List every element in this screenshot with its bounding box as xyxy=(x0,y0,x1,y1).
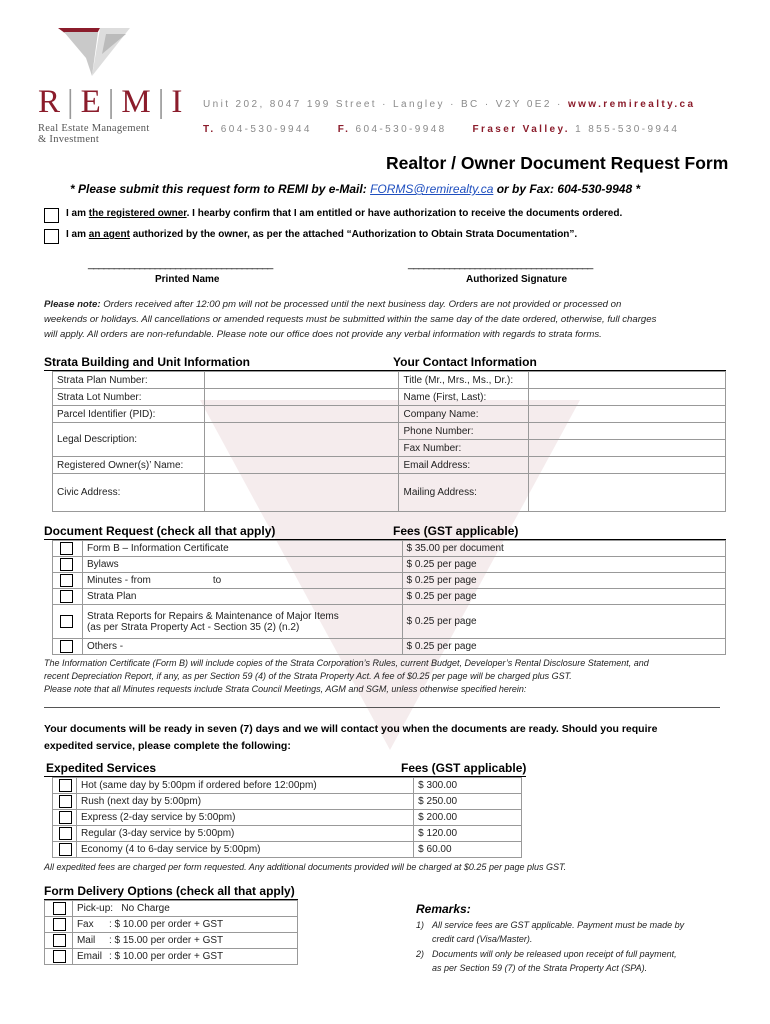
economy-fee: $ 60.00 xyxy=(414,842,522,858)
legal-description-label: Legal Description: xyxy=(53,423,205,457)
minutes-fee: $ 0.25 per page xyxy=(402,573,725,589)
remi-logo-icon xyxy=(58,28,138,84)
others-fee: $ 0.25 per page xyxy=(402,639,725,655)
expedited-fees-heading: Fees (GST applicable) xyxy=(401,761,527,775)
title-label: Title (Mr., Mrs., Ms., Dr.): xyxy=(399,372,529,389)
pid-field[interactable] xyxy=(204,406,399,423)
company-phones: T. 604-530-9944 F. 604-530-9948 Fraser Valley. 1 855-530-9944 xyxy=(203,124,680,135)
email-field[interactable] xyxy=(529,457,726,474)
company-address: Unit 202, 8047 199 Street · Langley · BC · V2Y 0E2 · www.remirealty.ca xyxy=(203,99,696,110)
registered-owner-label: Registered Owner(s)’ Name: xyxy=(53,457,205,474)
printed-name-line[interactable]: ____________________________________ xyxy=(88,258,273,270)
rush-checkbox[interactable] xyxy=(59,795,72,808)
document-table xyxy=(52,540,726,655)
regular-fee: $ 120.00 xyxy=(414,826,522,842)
submit-instructions: * Please submit this request form to REMI by e-Mail: FORMS@remirealty.ca or by Fax: 604-530-9948 * xyxy=(70,182,641,196)
registered-owner-checkbox[interactable] xyxy=(44,208,59,223)
form-b-checkbox[interactable] xyxy=(60,542,73,555)
remarks-title: Remarks: xyxy=(416,902,471,916)
name-field[interactable] xyxy=(529,389,726,406)
expedited-table xyxy=(52,777,522,858)
economy-label: Economy (4 to 6-day service by 5:00pm) xyxy=(76,842,413,858)
hot-fee: $ 300.00 xyxy=(414,778,522,794)
info-certificate-note: The Information Certificate (Form B) will include copies of the Strata Corporation’s Rules, current Budget, Developer’s Rental Disclosure Statement, and recent Depreciation Report, if any, as per Section 59 (4) of the Strata Property Act. A fee of $0.25 per page will be charged plus GST. Please note that all Minutes requests include Strata Council Meetings, AGM and SGM, unless otherwise specified herein: xyxy=(44,658,649,694)
email-delivery-checkbox[interactable] xyxy=(53,950,66,963)
expedited-footnote: All expedited fees are charged per form requested. Any additional documents provided will be charged at $0.25 per page plus GST. xyxy=(44,862,567,872)
email-link[interactable]: FORMS@remirealty.ca xyxy=(370,182,494,196)
please-note: Please note: Orders received after 12:00 pm will not be processed until the next business day. Orders are not provided or processed on weekends or holidays. All cancellations or amended requests must be submitted within the same day of the date ordered, otherwise, full charges will apply. All orders are non-refundable. Please note our office does not provide any verbal information with regards to strata forms. xyxy=(44,299,657,340)
minutes-specify-line[interactable] xyxy=(44,707,720,708)
express-checkbox[interactable] xyxy=(59,811,72,824)
building-info-heading: Strata Building and Unit Information xyxy=(44,355,250,369)
signature-label: Authorized Signature xyxy=(466,274,568,285)
strata-plan-checkbox[interactable] xyxy=(60,590,73,603)
strata-plan-fee: $ 0.25 per page xyxy=(402,589,725,605)
legal-description-field[interactable] xyxy=(204,423,399,457)
website-link[interactable]: www.remirealty.ca xyxy=(567,99,696,110)
civic-address-field[interactable] xyxy=(204,474,399,512)
economy-checkbox[interactable] xyxy=(59,843,72,856)
express-fee: $ 200.00 xyxy=(414,810,522,826)
printed-name-label: Printed Name xyxy=(155,274,220,285)
bylaws-label: Bylaws xyxy=(82,557,402,573)
ready-notice: Your documents will be ready in seven (7) days and we will contact you when the documents are ready. Should you require expedited service, please complete the following: xyxy=(44,723,658,752)
strata-reports-checkbox[interactable] xyxy=(60,615,73,628)
agent-checkbox[interactable] xyxy=(44,229,59,244)
regular-checkbox[interactable] xyxy=(59,827,72,840)
mail-delivery-checkbox[interactable] xyxy=(53,934,66,947)
regular-label: Regular (3-day service by 5:00pm) xyxy=(76,826,413,842)
registered-owner-statement: I am the registered owner. I hearby confirm that I am entitled or have authorization to receive the documents ordered. xyxy=(66,208,623,219)
strata-reports-fee: $ 0.25 per page xyxy=(402,605,725,639)
phone-field[interactable] xyxy=(529,423,726,440)
company-field[interactable] xyxy=(529,406,726,423)
email-label: Email Address: xyxy=(399,457,529,474)
mail-delivery-label: Mail : $ 15.00 per order + GST xyxy=(72,933,297,949)
expedited-heading: Expedited Services xyxy=(46,761,157,775)
mailing-address-field[interactable] xyxy=(529,474,726,512)
registered-owner-field[interactable] xyxy=(204,457,399,474)
hot-label: Hot (same day by 5:00pm if ordered before 12:00pm) xyxy=(76,778,413,794)
bylaws-checkbox[interactable] xyxy=(60,558,73,571)
hot-checkbox[interactable] xyxy=(59,779,72,792)
civic-address-label: Civic Address: xyxy=(53,474,205,512)
document-request-heading: Document Request (check all that apply) xyxy=(44,524,276,538)
agent-statement: I am an agent authorized by the owner, as per the attached “Authorization to Obtain Strata Documentation”. xyxy=(66,229,578,240)
strata-lot-label: Strata Lot Number: xyxy=(53,389,205,406)
fax-field[interactable] xyxy=(529,440,726,457)
form-b-label: Form B – Information Certificate xyxy=(82,541,402,557)
info-table xyxy=(52,371,726,512)
delivery-table xyxy=(44,900,298,965)
strata-lot-field[interactable] xyxy=(204,389,399,406)
delivery-heading: Form Delivery Options (check all that apply) xyxy=(44,884,295,898)
fax-label: Fax Number: xyxy=(399,440,529,457)
logo-tagline: Real Estate Management & Investment xyxy=(38,123,150,145)
bylaws-fee: $ 0.25 per page xyxy=(402,557,725,573)
remark-1: 1) All service fees are GST applicable. Payment must be made by credit card (Visa/Master). xyxy=(416,920,685,944)
strata-plan-label: Strata Plan Number: xyxy=(53,372,205,389)
pickup-label: Pick-up: No Charge xyxy=(72,901,297,917)
others-label: Others - xyxy=(82,639,402,655)
others-checkbox[interactable] xyxy=(60,640,73,653)
form-title: Realtor / Owner Document Request Form xyxy=(386,153,729,173)
pid-label: Parcel Identifier (PID): xyxy=(53,406,205,423)
document-fees-heading: Fees (GST applicable) xyxy=(393,524,519,538)
express-label: Express (2-day service by 5:00pm) xyxy=(76,810,413,826)
remark-2: 2) Documents will only be released upon receipt of full payment, as per Section 59 (7) of the Strata Property Act (SPA). xyxy=(416,949,677,973)
mailing-address-label: Mailing Address: xyxy=(399,474,529,512)
contact-info-heading: Your Contact Information xyxy=(393,355,537,369)
strata-reports-label: Strata Reports for Repairs & Maintenance of Major Items (as per Strata Property Act - Section 35 (2) (n.2) xyxy=(82,605,402,639)
rush-label: Rush (next day by 5:00pm) xyxy=(76,794,413,810)
company-label: Company Name: xyxy=(399,406,529,423)
form-b-fee: $ 35.00 per document xyxy=(402,541,725,557)
phone-label: Phone Number: xyxy=(399,423,529,440)
rush-fee: $ 250.00 xyxy=(414,794,522,810)
remi-wordmark: R | E | M | I xyxy=(38,84,186,120)
strata-plan-doc-label: Strata Plan xyxy=(82,589,402,605)
signature-line[interactable]: ____________________________________ xyxy=(408,258,593,270)
strata-plan-field[interactable] xyxy=(204,372,399,389)
name-label: Name (First, Last): xyxy=(399,389,529,406)
fax-delivery-checkbox[interactable] xyxy=(53,918,66,931)
minutes-label: Minutes - from to xyxy=(82,573,402,589)
minutes-checkbox[interactable] xyxy=(60,574,73,587)
fax-delivery-label: Fax : $ 10.00 per order + GST xyxy=(72,917,297,933)
pickup-checkbox[interactable] xyxy=(53,902,66,915)
email-delivery-label: Email : $ 10.00 per order + GST xyxy=(72,949,297,965)
title-field[interactable] xyxy=(529,372,726,389)
